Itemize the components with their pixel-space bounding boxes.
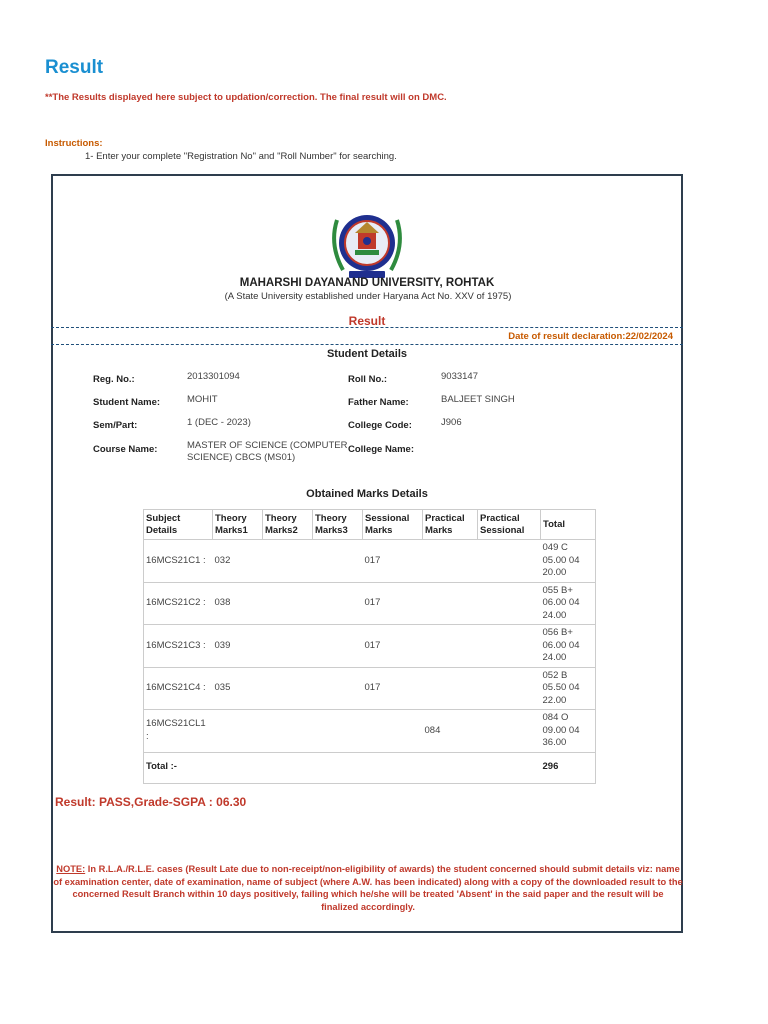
table-row (144, 540, 596, 583)
col-header: Theory Marks1 (213, 510, 263, 540)
theory1-cell: 035 (213, 667, 263, 710)
subject-cell: 16MCS21C1 : (144, 540, 213, 583)
table-row (144, 710, 596, 753)
college-code-value: J906 (441, 417, 462, 428)
sessional-cell: 017 (363, 667, 423, 710)
col-header: Practical Sessional (478, 510, 541, 540)
theory1-cell (213, 710, 263, 753)
practical-cell (423, 667, 478, 710)
theory2-cell (263, 625, 313, 668)
note-label: NOTE: (56, 864, 86, 874)
page-title: Result (45, 57, 104, 78)
sessional-cell: 017 (363, 582, 423, 625)
college-name-label: College Name: (348, 444, 414, 455)
marks-details-title: Obtained Marks Details (306, 488, 428, 500)
declaration-date: Date of result declaration:22/02/2024 (508, 331, 673, 342)
result-heading: Result (348, 314, 386, 328)
theory1-cell: 038 (213, 582, 263, 625)
col-header: Sessional Marks (363, 510, 423, 540)
total-label: Total :- (144, 752, 213, 783)
theory2-cell (263, 540, 313, 583)
note-text: In R.L.A./R.L.E. cases (Result Late due to non-receipt/non-eligibility of awards) the student concerned should submit details viz: name of examination center, date of examination, name of subject (where A.W. has been indicated) along with a copy of the downloaded result to the concerned Result Branch within 10 days positively, failing which he/she will be treated 'Absent' in the said paper and the result will be finalized accordingly. (53, 864, 683, 912)
practical-sessional-cell (478, 667, 541, 710)
university-name: MAHARSHI DAYANAND UNIVERSITY, ROHTAK (239, 277, 495, 289)
practical-sessional-cell (478, 710, 541, 753)
father-name-value: BALJEET SINGH (441, 394, 515, 405)
sessional-cell (363, 710, 423, 753)
subject-cell: 16MCS21C4 : (144, 667, 213, 710)
university-logo-icon (327, 200, 407, 286)
marks-table (143, 509, 596, 784)
total-cell: 052 B 05.50 04 22.00 (541, 667, 596, 710)
subject-cell: 16MCS21CL1 : (144, 710, 213, 753)
course-name-label: Course Name: (93, 444, 158, 455)
theory3-cell (313, 625, 363, 668)
final-result-text: Result: PASS,Grade-SGPA : 06.30 (55, 795, 247, 809)
theory1-cell: 039 (213, 625, 263, 668)
sem-part-value: 1 (DEC - 2023) (187, 417, 251, 428)
theory3-cell (313, 540, 363, 583)
subject-cell: 16MCS21C2 : (144, 582, 213, 625)
disclaimer-text: **The Results displayed here subject to updation/correction. The final result will on DMC. (45, 92, 447, 103)
university-subtitle: (A State University established under Haryana Act No. XXV of 1975) (224, 291, 512, 302)
practical-sessional-cell (478, 540, 541, 583)
result-card (51, 174, 683, 933)
practical-cell (423, 540, 478, 583)
theory2-cell (263, 710, 313, 753)
col-header: Total (541, 510, 596, 540)
marks-header-row (144, 510, 596, 540)
theory3-cell (313, 582, 363, 625)
roll-no-value: 9033147 (441, 371, 478, 382)
roll-no-label: Roll No.: (348, 374, 388, 385)
total-row (144, 752, 596, 783)
divider (51, 327, 683, 328)
theory3-cell (313, 710, 363, 753)
total-cell: 049 C 05.00 04 20.00 (541, 540, 596, 583)
total-cell: 056 B+ 06.00 04 24.00 (541, 625, 596, 668)
sem-part-label: Sem/Part: (93, 420, 138, 431)
total-cell: 055 B+ 06.00 04 24.00 (541, 582, 596, 625)
student-name-label: Student Name: (93, 397, 161, 408)
note-paragraph (53, 863, 683, 913)
instructions-text: 1- Enter your complete "Registration No" and "Roll Number" for searching. (85, 151, 397, 162)
theory3-cell (313, 667, 363, 710)
reg-no-value: 2013301094 (187, 371, 240, 382)
grand-total-value: 296 (541, 752, 596, 783)
divider (51, 344, 683, 345)
theory2-cell (263, 582, 313, 625)
theory2-cell (263, 667, 313, 710)
father-name-label: Father Name: (348, 397, 409, 408)
practical-cell: 084 (423, 710, 478, 753)
sessional-cell: 017 (363, 625, 423, 668)
student-name-value: MOHIT (187, 394, 218, 405)
reg-no-label: Reg. No.: (93, 374, 135, 385)
practical-cell (423, 625, 478, 668)
subject-cell: 16MCS21C3 : (144, 625, 213, 668)
table-row (144, 625, 596, 668)
col-header: Practical Marks (423, 510, 478, 540)
instructions-label: Instructions: (45, 138, 103, 149)
theory1-cell: 032 (213, 540, 263, 583)
table-row (144, 582, 596, 625)
student-details-title: Student Details (326, 348, 408, 360)
practical-sessional-cell (478, 625, 541, 668)
table-row (144, 667, 596, 710)
college-code-label: College Code: (348, 420, 412, 431)
col-header: Theory Marks3 (313, 510, 363, 540)
total-cell: 084 O 09.00 04 36.00 (541, 710, 596, 753)
practical-cell (423, 582, 478, 625)
col-header: Subject Details (144, 510, 213, 540)
sessional-cell: 017 (363, 540, 423, 583)
practical-sessional-cell (478, 582, 541, 625)
col-header: Theory Marks2 (263, 510, 313, 540)
course-name-value: MASTER OF SCIENCE (COMPUTER SCIENCE) CBCS (MS01) (187, 440, 348, 463)
